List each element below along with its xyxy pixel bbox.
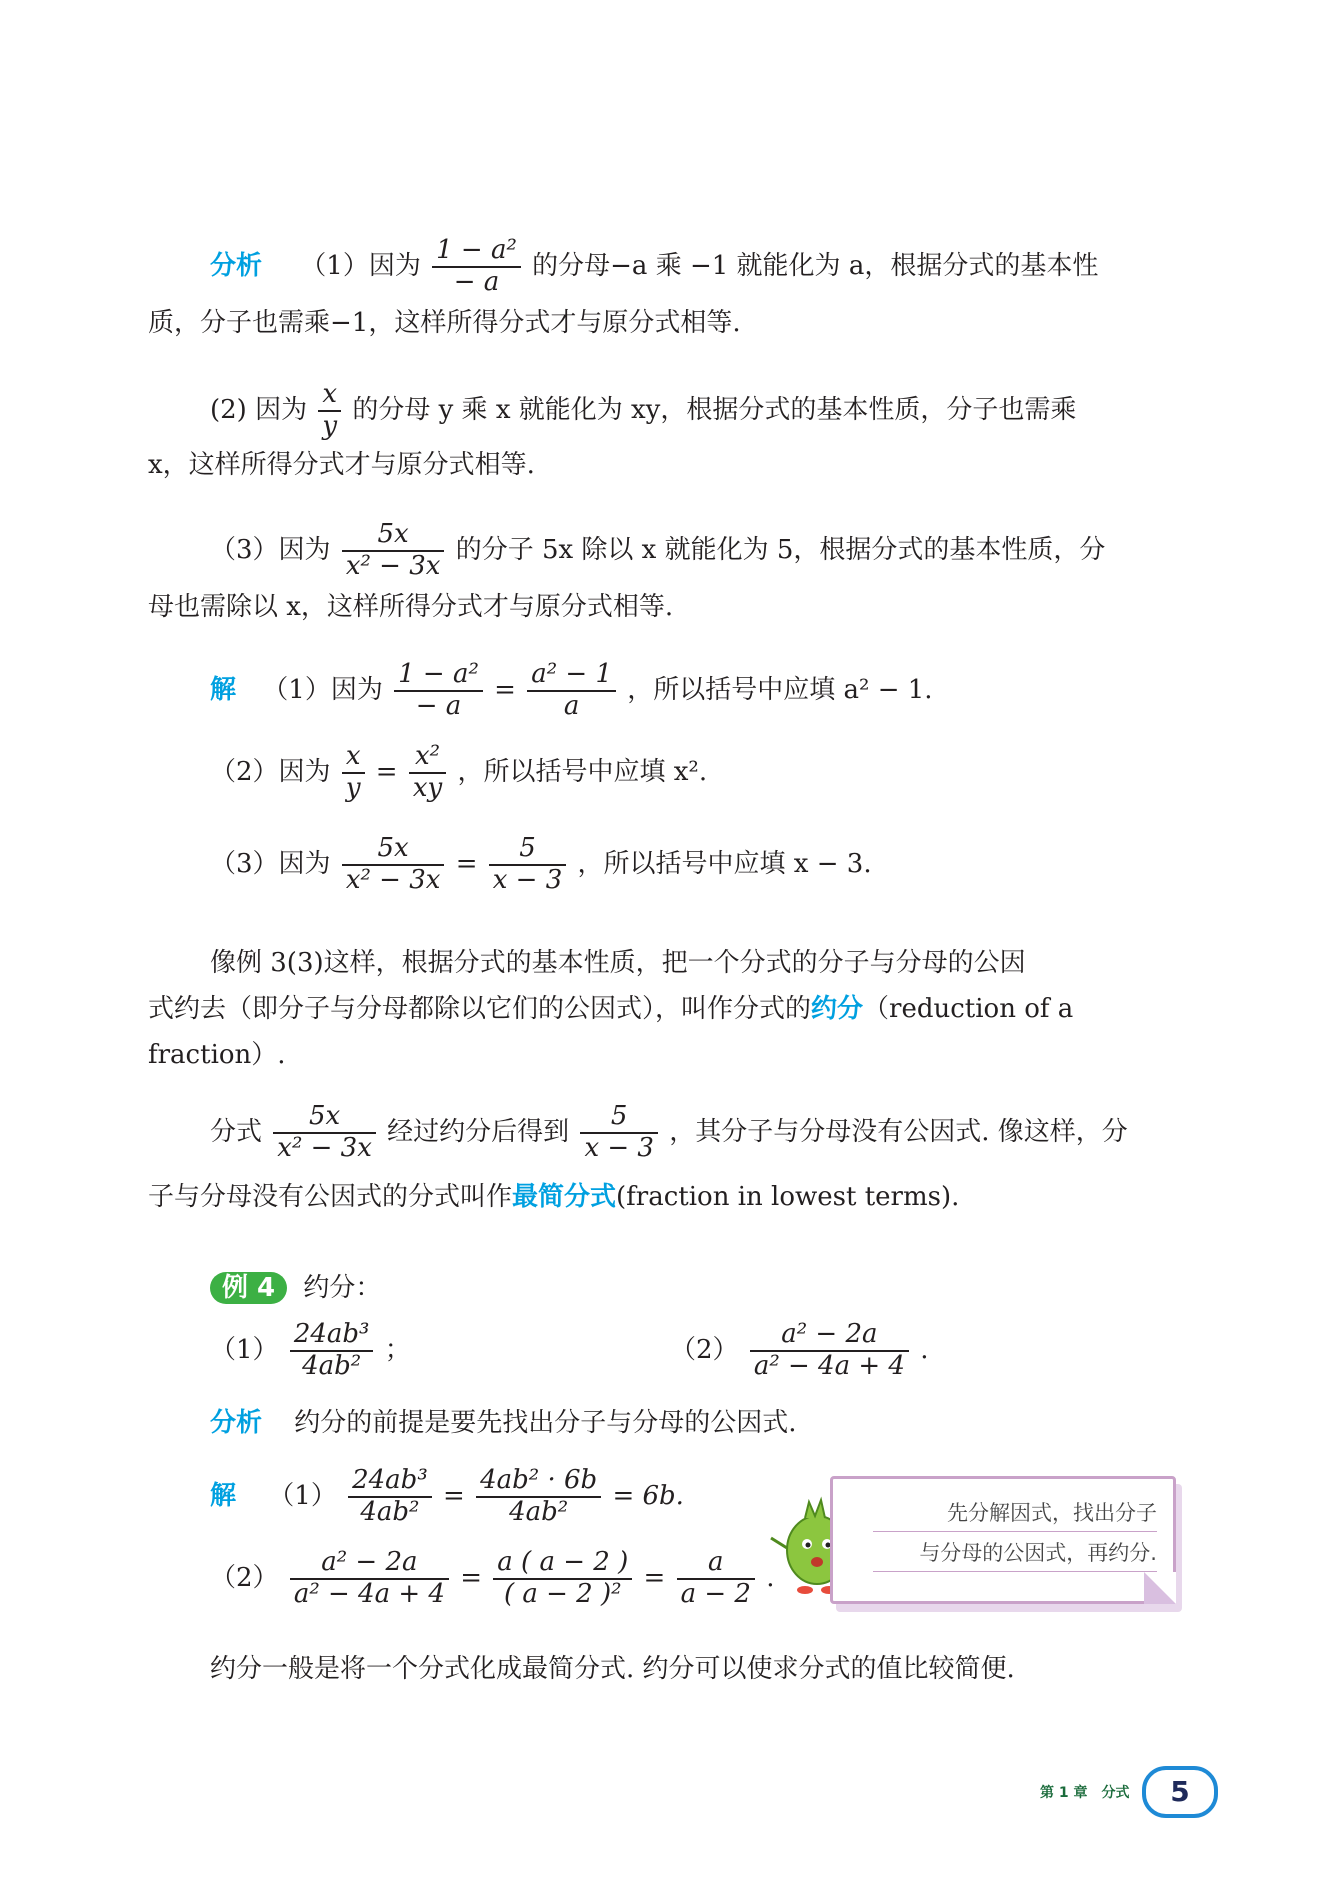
analysis-line-3: (2) 因为 $\frac{x}{y}$ 的分母 y 乘 x 就能化为 xy，根据分式的基本性质，分子也需乘 <box>210 379 1077 441</box>
fraction: $\frac{x}{y}$ <box>342 742 365 804</box>
fraction: $\frac{\text{24ab³}}{\text{4ab²}}$ <box>290 1320 374 1382</box>
tip-line-1: 先分解因式，找出分子 <box>873 1497 1157 1532</box>
fraction: $\frac{\text{a² − 1}}{a}$ <box>527 660 616 722</box>
fraction: $\frac{\text{4ab² · 6b}}{\text{4ab²}}$ <box>476 1466 601 1528</box>
definition-line-1: 像例 3(3)这样，根据分式的基本性质，把一个分式的分子与分母的公因 <box>210 948 1026 978</box>
conclusion: 约分一般是将一个分式化成最简分式. 约分可以使求分式的值比较简便. <box>210 1654 1015 1684</box>
solution-label: 解 <box>210 674 237 705</box>
analysis-line-4: x，这样所得分式才与原分式相等. <box>148 450 535 480</box>
fraction: $\frac{a}{a - 2}$ <box>677 1548 755 1610</box>
fraction: $\frac{5}{x - 3}$ <box>489 834 567 896</box>
fraction: $\frac{\text{24ab³}}{\text{4ab²}}$ <box>348 1466 432 1528</box>
definition2-line-1: 分式 $\frac{5x}{\text{x² − 3x}}$ 经过约分后得到 $\frac{5}{x - 3}$ ，其分子与分母没有公因式. 像这样，分 <box>210 1101 1128 1163</box>
example4-header: 例 4 约分： <box>210 1272 381 1304</box>
example4-solution-1: 解 （1） $\frac{\text{24ab³}}{\text{4ab²}}$ = $\frac{\text{4ab² · 6b}}{\text{4ab²}}$ = 6b. <box>210 1465 684 1527</box>
tip-line-2: 与分母的公因式，再约分. <box>873 1537 1157 1572</box>
chapter-footer: 第 1 章 分式 <box>1040 1785 1130 1801</box>
fraction: $\frac{\text{a² − 2a}}{\text{a² − 4a + 4}}$ <box>750 1320 909 1382</box>
example4-question-1: （1） $\frac{\text{24ab³}}{\text{4ab²}}$ ； <box>210 1319 411 1381</box>
definition-line-2: 式约去（即分子与分母都除以它们的公因式），叫作分式的约分（reduction of a <box>148 994 1074 1024</box>
fraction: $\frac{\text{x²}}{xy}$ <box>409 742 446 804</box>
solution-line-2: （2）因为 $\frac{x}{y}$ = $\frac{\text{x²}}{xy}$ ，所以括号中应填 x². <box>210 741 708 803</box>
fraction: $\frac{\text{1 − a²}}{- a}$ <box>394 660 483 722</box>
analysis-line-2: 质，分子也需乘−1，这样所得分式才与原分式相等. <box>148 308 741 338</box>
solution-line-1: 解 （1）因为 $\frac{\text{1 − a²}}{- a}$ = $\frac{\text{a² − 1}}{a}$ ，所以括号中应填 a² − 1. <box>210 659 933 721</box>
solution-line-3: （3）因为 $\frac{5x}{\text{x² − 3x}}$ = $\frac{5}{x - 3}$ ，所以括号中应填 x − 3. <box>210 833 872 895</box>
term-reduction: 约分 <box>811 994 864 1024</box>
page-curl <box>1144 1572 1176 1604</box>
tip-note <box>830 1476 1176 1604</box>
fraction: $\frac{5x}{\text{x² − 3x}}$ <box>273 1102 376 1164</box>
example4-question-2: （2） $\frac{\text{a² − 2a}}{\text{a² − 4a + 4}}$ . <box>670 1319 929 1381</box>
example4-analysis: 分析 约分的前提是要先找出分子与分母的公因式. <box>210 1408 797 1438</box>
analysis-line-5: （3）因为 $\frac{5x}{\text{x² − 3x}}$ 的分子 5x 除以 x 就能化为 5，根据分式的基本性质，分 <box>210 519 1106 581</box>
term-lowest-terms: 最简分式 <box>512 1182 617 1212</box>
fraction: $\frac{x}{y}$ <box>318 380 341 442</box>
fraction: $\frac{5x}{\text{x² − 3x}}$ <box>342 834 445 896</box>
definition-line-3: fraction）. <box>148 1040 286 1070</box>
definition2-line-2: 子与分母没有公因式的分式叫作最简分式(fraction in lowest terms). <box>148 1182 960 1212</box>
example-badge: 例 4 <box>210 1272 287 1304</box>
fraction: $\frac{5x}{\text{x² − 3x}}$ <box>342 520 445 582</box>
fraction: $\frac{\text{a² − 2a}}{\text{a² − 4a + 4}}$ <box>290 1548 449 1610</box>
example4-solution-2: （2） $\frac{\text{a² − 2a}}{\text{a² − 4a + 4}}$ = $\frac{a ( a - 2 )}{\text{( a − 2 )²}}$ = $\frac{a}{a - 2}$ . <box>210 1547 775 1609</box>
fraction: $\frac{\text{1 − a²}}{- a}$ <box>432 236 521 298</box>
analysis-line-1: 分析 （1）因为 $\frac{\text{1 − a²}}{- a}$ 的分母−a 乘 −1 就能化为 a，根据分式的基本性 <box>210 235 1099 297</box>
analysis-line-6: 母也需除以 x，这样所得分式才与原分式相等. <box>148 592 674 622</box>
fraction: $\frac{a ( a - 2 )}{\text{( a − 2 )²}}$ <box>493 1548 632 1610</box>
page-number: 5 <box>1142 1766 1218 1818</box>
fraction: $\frac{5}{x - 3}$ <box>580 1102 658 1164</box>
analysis-label: 分析 <box>210 250 263 281</box>
